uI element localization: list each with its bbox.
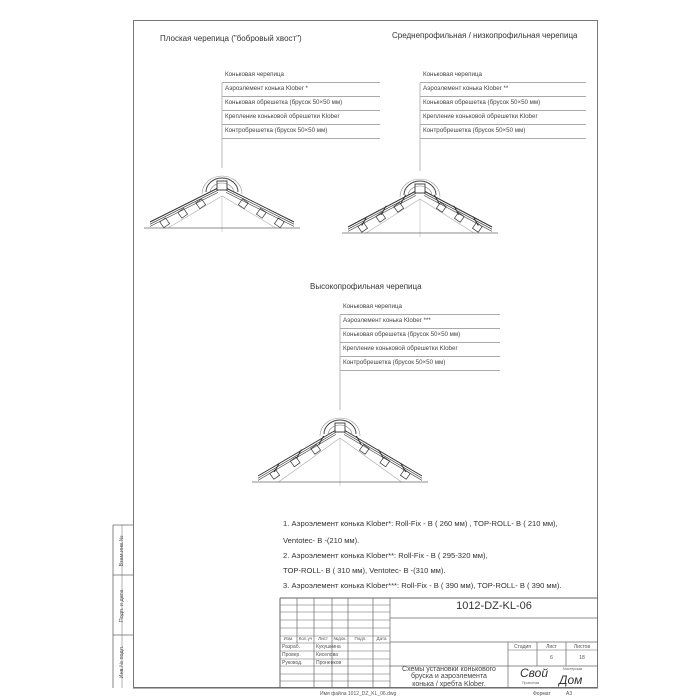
legend-item: Аэроэлемент конька Klober *** (340, 315, 500, 329)
legend-item: Контробрешетка (брусок 50×50 мм) (340, 357, 500, 371)
person: Проненков (316, 660, 342, 666)
sheet-label: Лист (546, 644, 557, 650)
title-line: бруска и аэроэлемента (411, 673, 487, 681)
tile-step (454, 206, 459, 215)
tile-line (226, 190, 294, 224)
title-high-tile: Высокопрофильная черепица (310, 282, 422, 291)
role: Провер. (282, 652, 301, 658)
legend-item: Контробрешетка (брусок 50×50 мм) (222, 125, 380, 139)
tile-line (424, 193, 492, 229)
tile-line (424, 191, 492, 227)
title-line: Схемы установки конькового (402, 666, 496, 673)
legend-item: Коньковая обрешетка (брусок 50×50 мм) (420, 97, 586, 111)
legend-item: Коньковая черепица (420, 69, 586, 83)
side-label-inv-original: Инв.№ подл. (119, 645, 125, 679)
legend-item: Коньковая обрешетка (брусок 50×50 мм) (222, 97, 380, 111)
batten (160, 218, 170, 228)
tile-line (348, 193, 416, 229)
title-line: конька / хребта Klober. (412, 680, 486, 688)
tile-step (356, 436, 361, 445)
legend-item: Крепление коньковой обрешетки Klober (420, 111, 586, 125)
tile-step (379, 450, 384, 459)
tile-step (401, 195, 406, 204)
sheet-number: 6 (550, 655, 553, 661)
column-header: №док. (333, 636, 347, 641)
rafter (340, 438, 402, 482)
person: Кукушкина (316, 644, 341, 650)
person: Киселова (316, 652, 338, 658)
title-flat-tile: Плоская черепица ("бобровый хвост") (160, 34, 302, 43)
sheets-total: 18 (579, 655, 585, 661)
tile-step (434, 195, 439, 204)
side-label-sign-date: Подп. и дата (119, 589, 125, 623)
legend-item: Коньковая черепица (222, 69, 380, 83)
batten (274, 218, 284, 228)
rafter (168, 196, 222, 228)
column-header: Кол.уч (298, 636, 313, 641)
rafter (279, 438, 341, 482)
rafter (420, 199, 474, 233)
column-header: Подп. (354, 636, 367, 641)
ridge-batten (415, 184, 425, 193)
format-label: Формат (533, 691, 551, 697)
format-value: А3 (566, 691, 573, 697)
side-label-replace-inv: Взам.инв.№ (119, 535, 125, 567)
title-medium-tile: Среднепрофильная / низкопрофильная черепица (392, 31, 578, 40)
legend-item: Коньковая черепица (340, 301, 500, 315)
tile-line (258, 432, 336, 478)
note-line: 3. Аэроэлемент конька Klober***: Roll-Fix - B ( 390 мм), TOP-ROLL- B ( 390 мм). (283, 581, 562, 590)
drawing-title (390, 666, 508, 688)
note-line: Ventotec- B -(210 мм). (283, 536, 360, 545)
legend-item: Коньковая обрешетка (брусок 50×50 мм) (340, 329, 500, 343)
column-header: Лист (318, 636, 328, 641)
file-name: Имя файла 1012_DZ_KL_06.dwg (320, 691, 397, 697)
ridge-batten (335, 423, 345, 432)
rafter (366, 199, 420, 233)
tile-step (381, 206, 386, 215)
rafter (222, 196, 276, 228)
ridge-batten (217, 181, 227, 190)
tile-line (344, 432, 422, 478)
tile-line (348, 191, 416, 227)
column-header: Изм. (283, 636, 294, 641)
tile-step (296, 450, 301, 459)
note-line: TOP-ROLL- B ( 310 мм), Ventotec- B -(310 мм). (283, 566, 446, 575)
note-line: 2. Аэроэлемент конька Klober**: Roll-Fix - B ( 295-320 мм), (283, 551, 488, 560)
stage-label: Стадия (513, 644, 532, 650)
legend-item: Аэроэлемент конька Klober * (222, 83, 380, 97)
role: Руковод. (282, 660, 303, 666)
legend-item: Аэроэлемент конька Klober ** (420, 83, 586, 97)
column-header: Дата (376, 636, 387, 641)
legend-item: Крепление коньковой обрешетки Klober (340, 343, 500, 357)
drawing-code: 1012-DZ-KL-06 (456, 600, 532, 612)
note-line: 1. Аэроэлемент конька Klober*: Roll-Fix - B ( 260 мм) , TOP-ROLL- B ( 210 мм), (283, 519, 558, 528)
legend-item: Крепление коньковой обрешетки Klober (222, 111, 380, 125)
role: Разраб. (282, 644, 301, 650)
legend-item: Контробрешетка (брусок 50×50 мм) (420, 125, 586, 139)
tile-step (319, 436, 324, 445)
sheets-label: Листов (573, 644, 591, 650)
tile-line (150, 190, 218, 224)
